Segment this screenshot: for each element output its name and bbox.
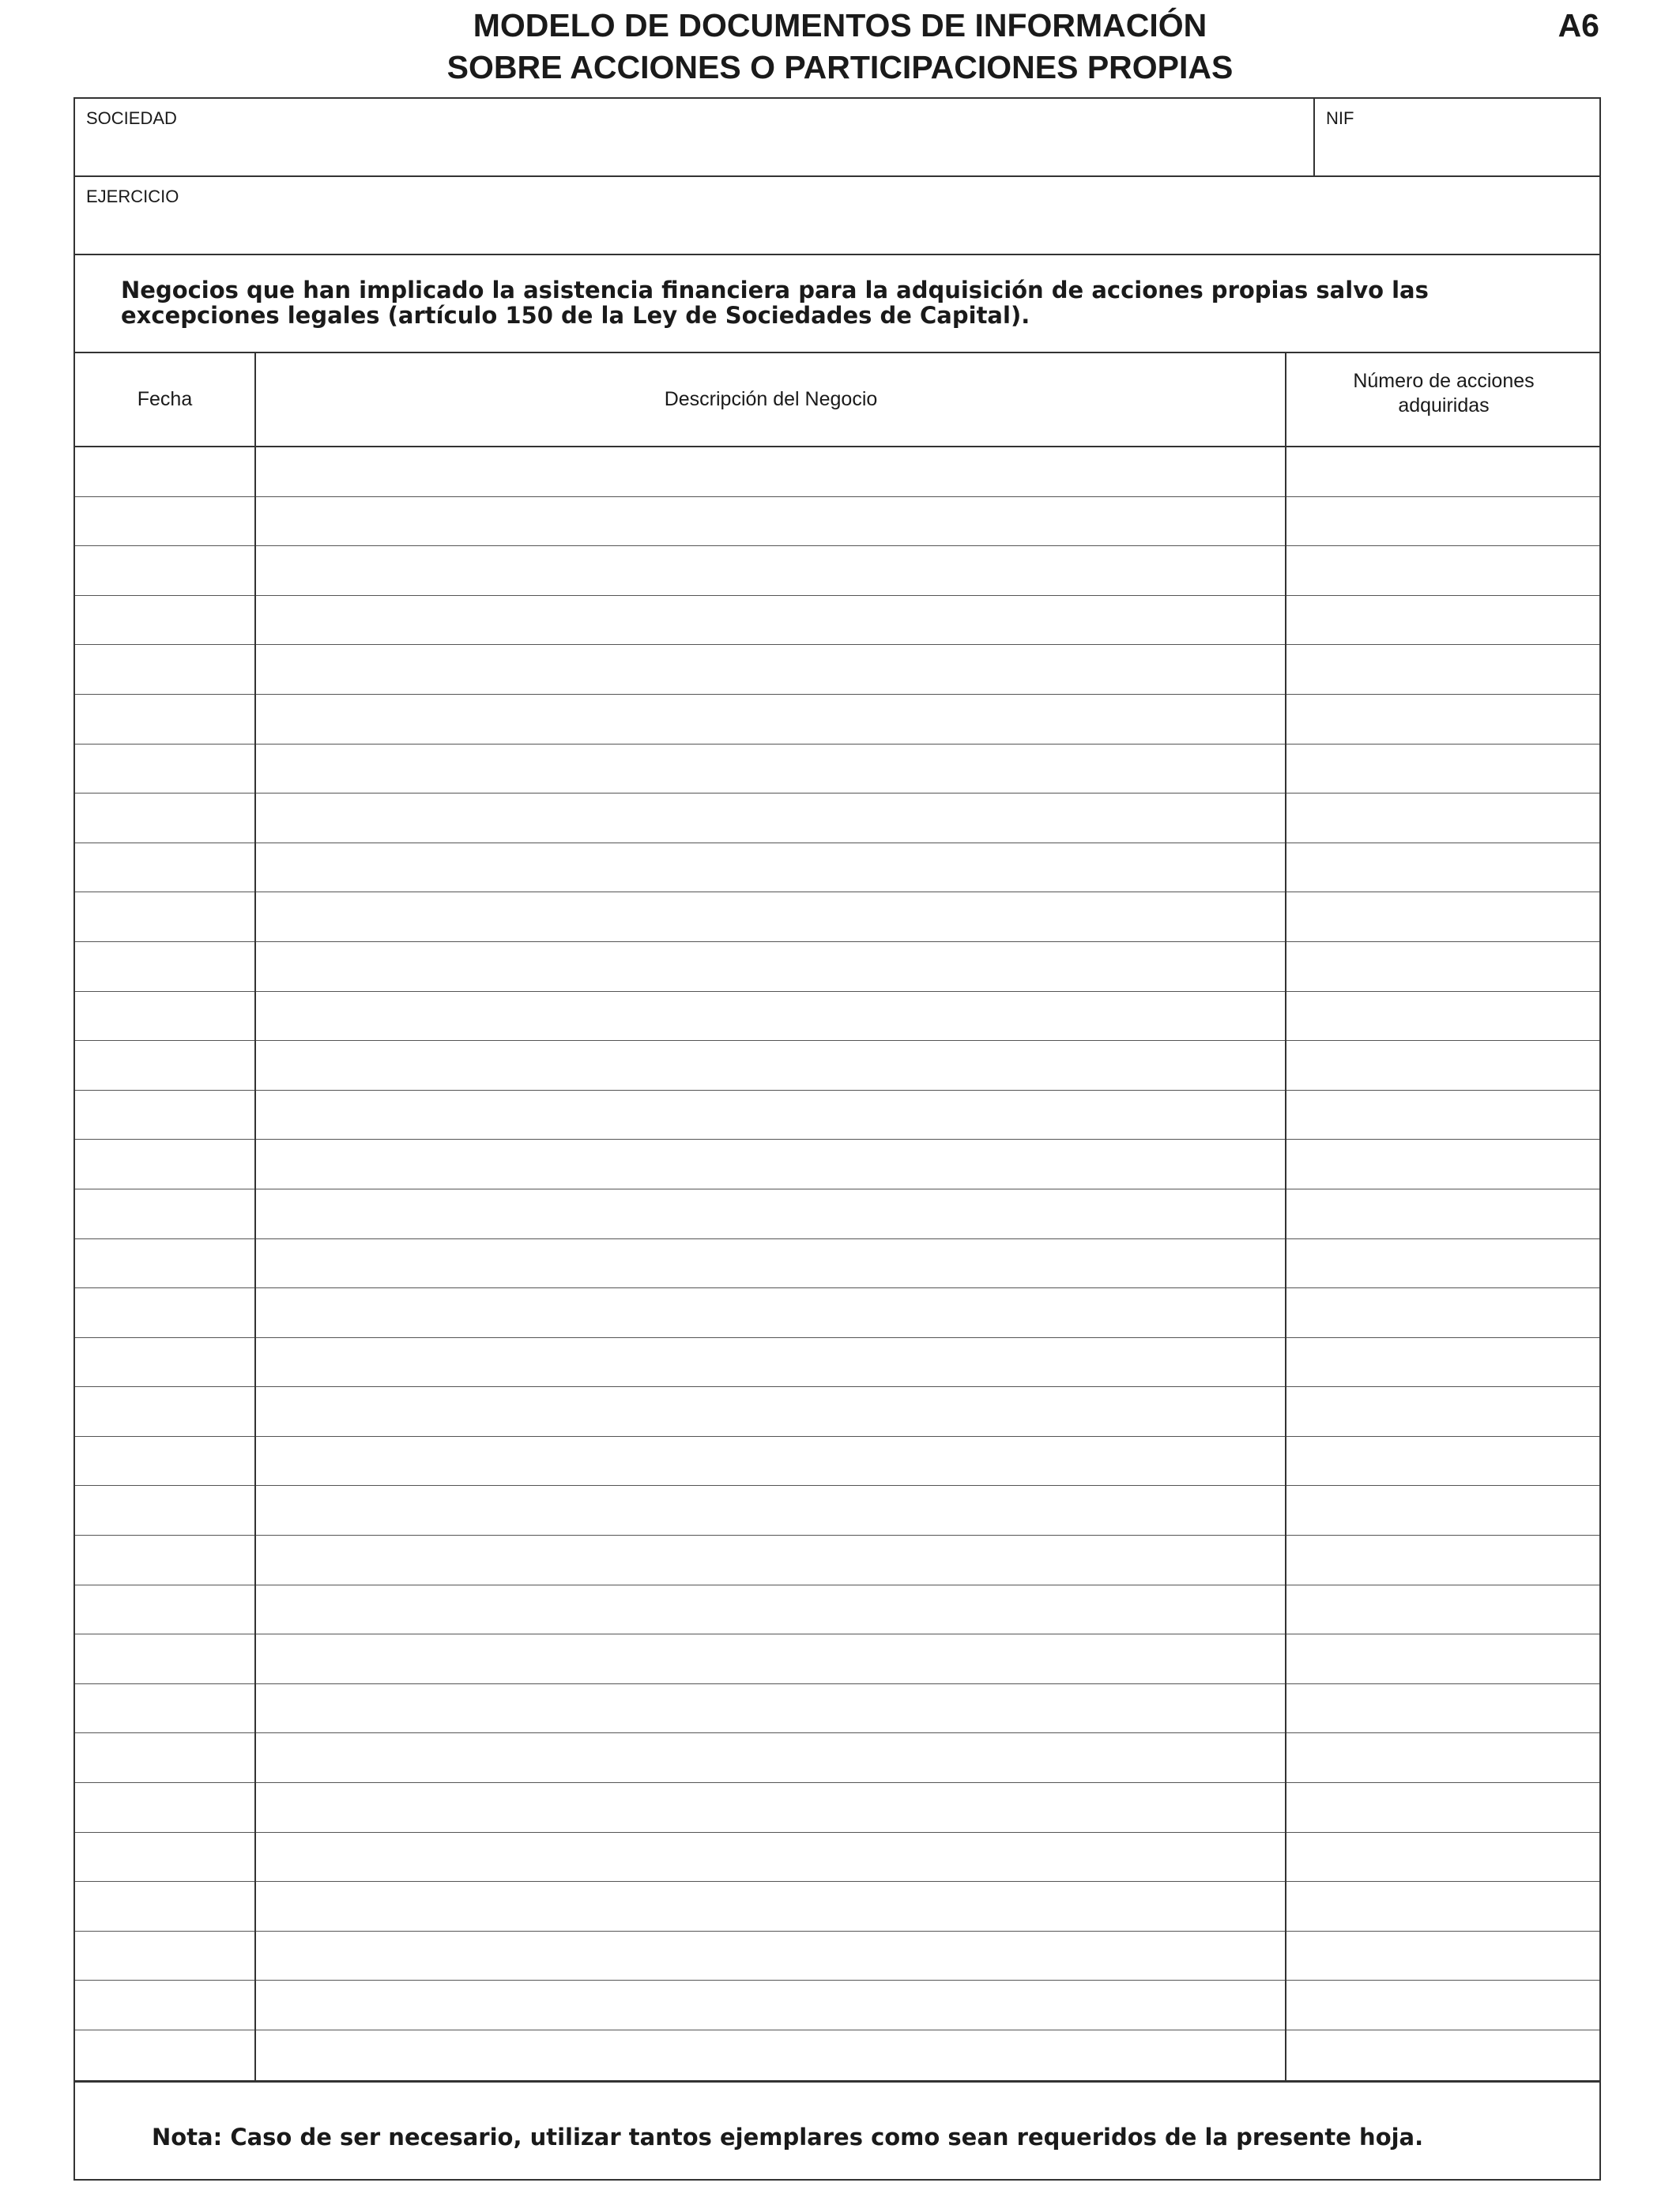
table-row: [75, 1882, 1599, 1932]
table-row: [75, 1288, 1599, 1338]
fecha-cell[interactable]: [75, 843, 254, 892]
descripcion-cell[interactable]: [256, 546, 1285, 595]
sociedad-row: [75, 99, 1599, 177]
descripcion-cell[interactable]: [256, 447, 1285, 496]
descripcion-cell[interactable]: [256, 695, 1285, 744]
fecha-cell[interactable]: [75, 1140, 254, 1189]
table-row: [75, 794, 1599, 843]
section-heading: Negocios que han implicado la asistencia financiera para la adquisición de acciones propias salvo las excepciones legales (artículo 150 de la Ley de Sociedades de Capital).: [121, 277, 1429, 329]
descripcion-cell[interactable]: [256, 794, 1285, 843]
table-row: [75, 1338, 1599, 1388]
numero-acciones-cell[interactable]: [1286, 1932, 1601, 1981]
table-row: [75, 1486, 1599, 1536]
numero-acciones-cell[interactable]: [1286, 1833, 1601, 1882]
numero-acciones-cell[interactable]: [1286, 1733, 1601, 1782]
numero-acciones-cell[interactable]: [1286, 1338, 1601, 1387]
numero-acciones-cell[interactable]: [1286, 942, 1601, 991]
descripcion-cell[interactable]: [256, 1189, 1285, 1238]
table-row: [75, 745, 1599, 794]
numero-acciones-cell[interactable]: [1286, 1041, 1601, 1090]
descripcion-cell[interactable]: [256, 1981, 1285, 2030]
table-row: [75, 843, 1599, 893]
numero-acciones-cell[interactable]: [1286, 596, 1601, 645]
numero-acciones-cell[interactable]: [1286, 745, 1601, 794]
descripcion-cell[interactable]: [256, 2030, 1285, 2080]
table-row: [75, 1981, 1599, 2030]
fecha-cell[interactable]: [75, 1189, 254, 1238]
fecha-cell[interactable]: [75, 1041, 254, 1090]
fecha-cell[interactable]: [75, 1239, 254, 1288]
fecha-cell[interactable]: [75, 892, 254, 941]
descripcion-cell[interactable]: [256, 1634, 1285, 1683]
table-row: [75, 1091, 1599, 1140]
numero-acciones-cell[interactable]: [1286, 1783, 1601, 1832]
descripcion-cell[interactable]: [256, 1536, 1285, 1585]
fecha-cell[interactable]: [75, 1536, 254, 1585]
fecha-cell[interactable]: [75, 1486, 254, 1535]
fecha-cell[interactable]: [75, 794, 254, 843]
column-header-fecha: Fecha: [137, 388, 193, 410]
descripcion-cell[interactable]: [256, 892, 1285, 941]
numero-acciones-cell[interactable]: [1286, 1091, 1601, 1140]
form-frame: [73, 97, 1601, 2181]
descripcion-cell[interactable]: [256, 1585, 1285, 1634]
descripcion-cell[interactable]: [256, 1783, 1285, 1832]
ejercicio-label: EJERCICIO: [86, 187, 179, 206]
fecha-cell[interactable]: [75, 1288, 254, 1337]
fecha-cell[interactable]: [75, 1387, 254, 1436]
column-header-descripcion: Descripción del Negocio: [664, 388, 878, 410]
nif-label: NIF: [1326, 108, 1354, 128]
numero-acciones-cell[interactable]: [1286, 1882, 1601, 1931]
fecha-cell[interactable]: [75, 1338, 254, 1387]
table-row: [75, 497, 1599, 547]
fecha-cell[interactable]: [75, 942, 254, 991]
table-row: [75, 1634, 1599, 1684]
table-row: [75, 1833, 1599, 1883]
table-row: [75, 1783, 1599, 1833]
numero-acciones-cell[interactable]: [1286, 447, 1601, 496]
body-column-divider-2: [1285, 447, 1286, 2080]
table-row: [75, 1387, 1599, 1437]
numero-acciones-cell[interactable]: [1286, 645, 1601, 694]
numero-acciones-cell[interactable]: [1286, 794, 1601, 843]
descripcion-cell[interactable]: [256, 1140, 1285, 1189]
table-row: [75, 942, 1599, 992]
table-row: [75, 695, 1599, 745]
numero-acciones-cell[interactable]: [1286, 546, 1601, 595]
table-row: [75, 1932, 1599, 1981]
fecha-cell[interactable]: [75, 992, 254, 1041]
fecha-cell[interactable]: [75, 596, 254, 645]
numero-acciones-cell[interactable]: [1286, 695, 1601, 744]
descripcion-cell[interactable]: [256, 1091, 1285, 1140]
numero-acciones-cell[interactable]: [1286, 1981, 1601, 2030]
descripcion-cell[interactable]: [256, 992, 1285, 1041]
descripcion-cell[interactable]: [256, 1437, 1285, 1486]
body-column-divider-1: [254, 447, 256, 2080]
numero-acciones-cell[interactable]: [1286, 1239, 1601, 1288]
fecha-cell[interactable]: [75, 695, 254, 744]
numero-acciones-cell[interactable]: [1286, 1189, 1601, 1238]
descripcion-cell[interactable]: [256, 1338, 1285, 1387]
descripcion-cell[interactable]: [256, 1288, 1285, 1337]
section-heading-row: [75, 255, 1599, 353]
numero-acciones-cell[interactable]: [1286, 1634, 1601, 1683]
fecha-cell[interactable]: [75, 497, 254, 546]
table-row: [75, 596, 1599, 646]
fecha-cell[interactable]: [75, 2030, 254, 2080]
numero-acciones-cell[interactable]: [1286, 1140, 1601, 1189]
table-row: [75, 992, 1599, 1042]
sociedad-nif-divider: [1313, 99, 1315, 175]
table-row: [75, 645, 1599, 695]
fecha-cell[interactable]: [75, 1981, 254, 2030]
descripcion-cell[interactable]: [256, 745, 1285, 794]
table-row: [75, 2030, 1599, 2080]
fecha-cell[interactable]: [75, 546, 254, 595]
fecha-cell[interactable]: [75, 1733, 254, 1782]
table-row: [75, 1733, 1599, 1783]
descripcion-cell[interactable]: [256, 645, 1285, 694]
table-body: [75, 447, 1599, 2080]
table-row: [75, 1684, 1599, 1734]
descripcion-cell[interactable]: [256, 1932, 1285, 1981]
descripcion-cell[interactable]: [256, 497, 1285, 546]
descripcion-cell[interactable]: [256, 1239, 1285, 1288]
note-section: [75, 2080, 1599, 2181]
numero-acciones-cell[interactable]: [1286, 992, 1601, 1041]
sociedad-label: SOCIEDAD: [86, 108, 177, 128]
descripcion-cell[interactable]: [256, 1733, 1285, 1782]
descripcion-cell[interactable]: [256, 596, 1285, 645]
fecha-cell[interactable]: [75, 1833, 254, 1882]
table-row: [75, 1239, 1599, 1289]
numero-acciones-cell[interactable]: [1286, 1486, 1601, 1535]
form-title-line-1: MODELO DE DOCUMENTOS DE INFORMACIÓN: [473, 7, 1207, 43]
table-row: [75, 1189, 1599, 1239]
table-row: [75, 1585, 1599, 1635]
descripcion-cell[interactable]: [256, 1833, 1285, 1882]
table-row: [75, 447, 1599, 497]
table-header-row: [75, 353, 1599, 447]
form-title: [0, 5, 1680, 89]
fecha-cell[interactable]: [75, 1932, 254, 1981]
fecha-cell[interactable]: [75, 1437, 254, 1486]
fecha-cell[interactable]: [75, 1882, 254, 1931]
descripcion-cell[interactable]: [256, 1041, 1285, 1090]
fecha-cell[interactable]: [75, 645, 254, 694]
descripcion-cell[interactable]: [256, 843, 1285, 892]
numero-acciones-cell[interactable]: [1286, 1585, 1601, 1634]
numero-acciones-cell[interactable]: [1286, 497, 1601, 546]
numero-acciones-cell[interactable]: [1286, 843, 1601, 892]
form-title-line-2: SOBRE ACCIONES O PARTICIPACIONES PROPIAS: [446, 49, 1234, 85]
numero-acciones-cell[interactable]: [1286, 1288, 1601, 1337]
fecha-cell[interactable]: [75, 1091, 254, 1140]
table-row: [75, 1536, 1599, 1585]
fecha-cell[interactable]: [75, 447, 254, 496]
table-row: [75, 1041, 1599, 1091]
table-row: [75, 1437, 1599, 1487]
descripcion-cell[interactable]: [256, 1486, 1285, 1535]
descripcion-cell[interactable]: [256, 1882, 1285, 1931]
table-row: [75, 892, 1599, 942]
table-row: [75, 546, 1599, 596]
fecha-cell[interactable]: [75, 1684, 254, 1733]
numero-acciones-cell[interactable]: [1286, 1387, 1601, 1436]
fecha-cell[interactable]: [75, 745, 254, 794]
fecha-cell[interactable]: [75, 1585, 254, 1634]
numero-acciones-cell[interactable]: [1286, 1536, 1601, 1585]
numero-acciones-cell[interactable]: [1286, 2030, 1601, 2080]
descripcion-cell[interactable]: [256, 1387, 1285, 1436]
numero-acciones-cell[interactable]: [1286, 892, 1601, 941]
note-text: Nota: Caso de ser necesario, utilizar tantos ejemplares como sean requeridos de la presente hoja.: [152, 2124, 1424, 2151]
form-code: A6: [1558, 7, 1599, 43]
column-header-numero-acciones: Número de acciones adquiridas: [1353, 370, 1535, 417]
numero-acciones-cell[interactable]: [1286, 1684, 1601, 1733]
descripcion-cell[interactable]: [256, 1684, 1285, 1733]
fecha-cell[interactable]: [75, 1783, 254, 1832]
descripcion-cell[interactable]: [256, 942, 1285, 991]
ejercicio-row: [75, 177, 1599, 255]
fecha-cell[interactable]: [75, 1634, 254, 1683]
table-row: [75, 1140, 1599, 1189]
numero-acciones-cell[interactable]: [1286, 1437, 1601, 1486]
